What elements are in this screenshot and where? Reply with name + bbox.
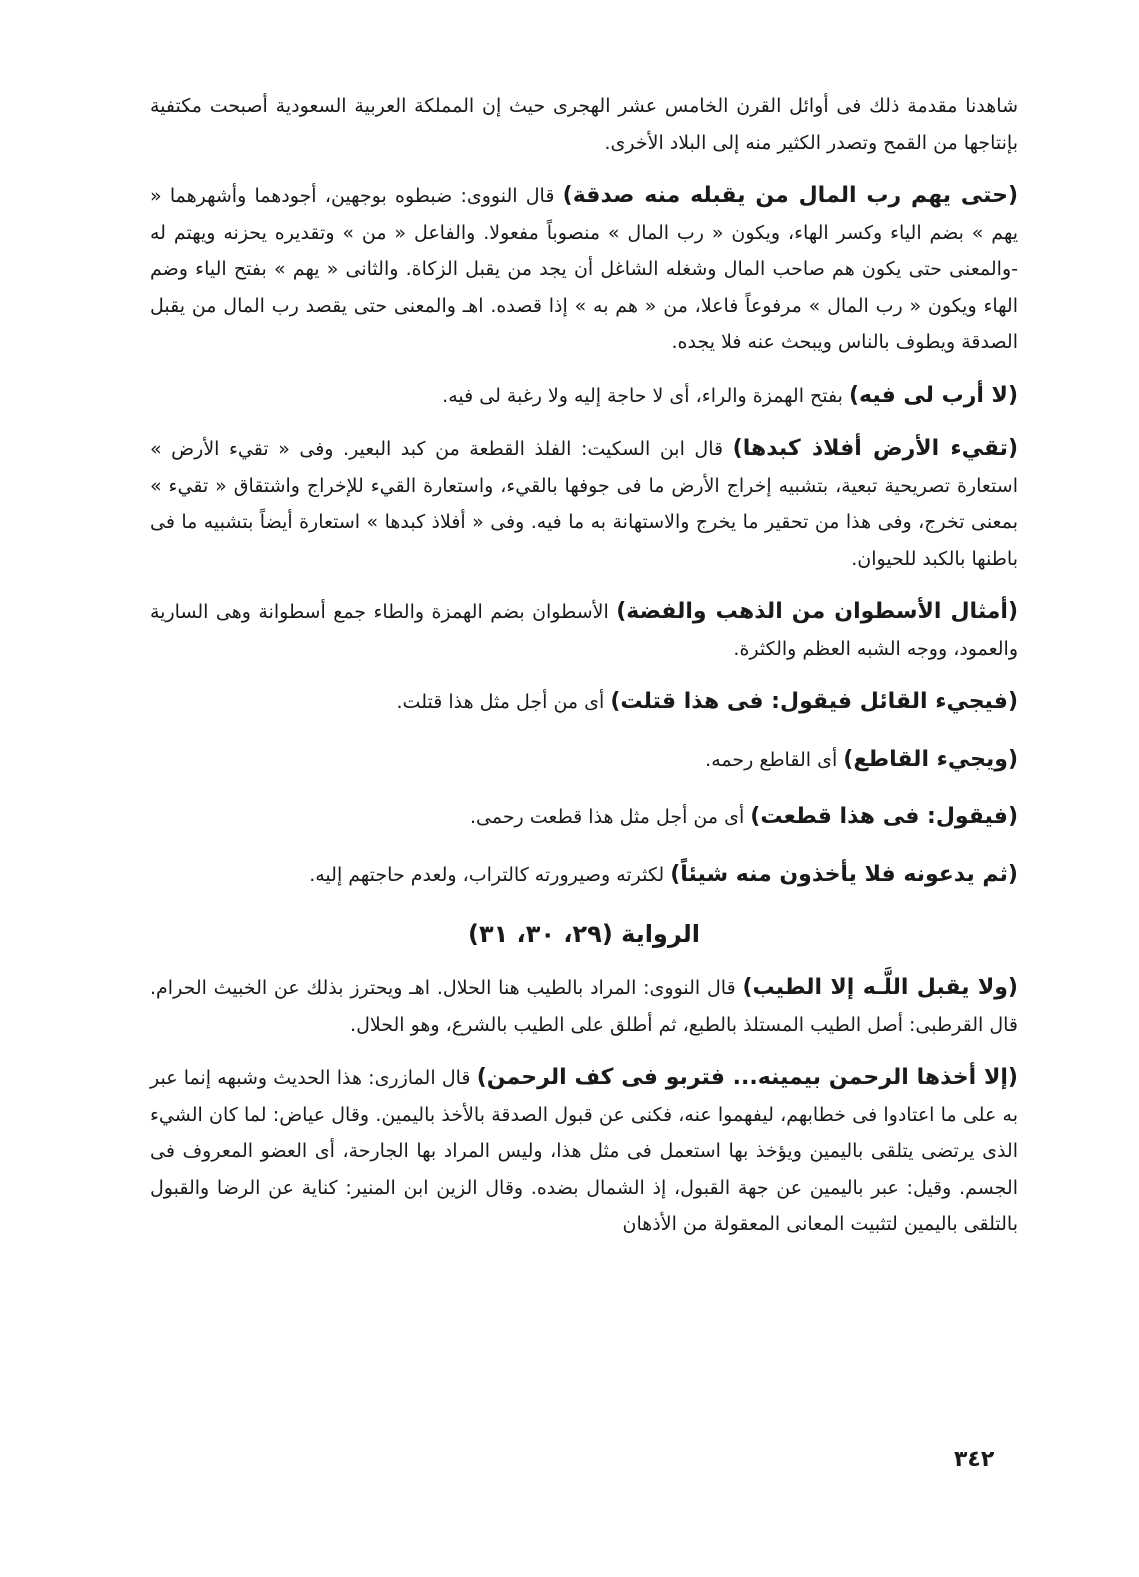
paragraph-text: قال النووى: ضبطوه بوجهين، أجودهما وأشهرهما « يهم » بضم الياء وكسر الهاء، ويكون « رب المال » منصوباً مفعولا. والفاعل « من » وتقديره يحزنه ويهتم له -والمعنى حتى يكون هم صاحب المال وشغله الشاغل أن يجد من يقبل الزكاة. والثانى « يهم » بفتح الياء وضم الهاء ويكون « رب المال » مرفوعاً فاعلا، من « هم به » إذا قصده. اهـ والمعنى حتى يقصد رب المال من يقبل الصدقة ويطوف بالناس ويبحث عنه فلا يجده.	[150, 185, 1018, 353]
quoted-term: (ثم يدعونه فلا يأخذون منه شيئاً)	[670, 861, 1018, 887]
paragraph-text: أى من أجل مثل هذا قتلت.	[396, 691, 605, 713]
paragraph-qataat	[150, 799, 1018, 836]
paragraph-yamin	[150, 1060, 1018, 1243]
paragraph-tayyib	[150, 970, 1018, 1043]
quoted-term: (أمثال الأسطوان من الذهب والفضة)	[616, 599, 1019, 624]
paragraph-text: لكثرته وصيرورته كالتراب، ولعدم حاجتهم إليه.	[309, 863, 665, 886]
paragraph-text: شاهدنا مقدمة ذلك فى أوائل القرن الخامس عشر الهجرى حيث إن المملكة العربية السعودية أصبحت مكتفية بإنتاجها من القمح وتصدر الكثير منه إلى البلاد الأخرى.	[150, 95, 1018, 154]
paragraph-text: قال ابن السكيت: الفلذ القطعة من كبد البعير. وفى « تقيء الأرض » استعارة تصريحية تبعية، بتشبيه إخراج الأرض ما فى جوفها بالقيء، واستعارة القيء للإخراج واشتقاق « تقيء » بمعنى تخرج، وفى هذا من تحقير ما يخرج والاستهانة به ما فيه. وفى « أفلاذ كبدها » استعارة أيضاً بتشبيه ما فى باطنها بالكبد للحيوان.	[150, 438, 1018, 570]
paragraph-taqi	[150, 431, 1018, 577]
paragraph-text: قال المازرى: هذا الحديث وشبهه إنما عبر به على ما اعتادوا فى خطابهم، ليفهموا عنه، فكنى عن قبول الصدقة بالأخذ باليمين. وقال عياض: لما كان الشيء الذى يرتضى يتلقى باليمين ويؤخذ بها استعمل فى مثل هذا، وليس المراد بها الجارحة، أى العضو المعروف فى الجسم. وقيل: عبر باليمين عن جهة القبول، إذ الشمال بضده. وقال الزين ابن المنير: كناية عن الرضا والقبول بالتلقى باليمين لتثبيت المعانى المعقولة من الأذهان	[150, 1067, 1018, 1235]
quoted-term: (فيقول: فى هذا قطعت)	[750, 804, 1018, 829]
quoted-term: (ولا يقبل اللَّـه إلا الطيب)	[742, 975, 1018, 1000]
quoted-term: (ويجيء القاطع)	[843, 746, 1018, 772]
page-number: ٣٤٢	[954, 1447, 995, 1472]
paragraph-text: أى من أجل مثل هذا قطعت رحمى.	[469, 806, 745, 828]
paragraph-qatil	[150, 684, 1018, 721]
section-heading: الرواية (٢٩، ٣٠، ٣١)	[467, 920, 701, 948]
paragraph-ustuwan	[150, 594, 1018, 667]
paragraph-text: بفتح الهمزة والراء، أى لا حاجة إليه ولا رغبة لى فيه.	[442, 384, 843, 407]
quoted-term: (لا أرب لى فيه)	[848, 382, 1018, 408]
paragraph-qati	[150, 742, 1018, 779]
paragraph-intro	[150, 88, 1018, 161]
paragraph-yahimm	[150, 178, 1018, 361]
quoted-term: (فيجيء القائل فيقول: فى هذا قتلت)	[610, 689, 1018, 714]
quoted-term: (إلا أخذها الرحمن بيمينه... فتربو فى كف الرحمن)	[476, 1065, 1018, 1090]
quoted-term: (حتى يهم رب المال من يقبله منه صدقة)	[562, 183, 1018, 208]
page-body	[150, 88, 1018, 1260]
paragraph-text: أى القاطع رحمه.	[705, 748, 838, 771]
quoted-term: (تقيء الأرض أفلاذ كبدها)	[732, 436, 1019, 461]
paragraph-yadunahu	[150, 857, 1018, 894]
paragraph-text: قال النووى: المراد بالطيب هنا الحلال. اهـ ويحترز بذلك عن الخبيث الحرام. قال القرطبى: أصل الطيب المستلذ بالطبع، ثم أطلق على الطيب بالشرع، وهو الحلال.	[150, 977, 1018, 1036]
paragraph-la-arab	[150, 378, 1018, 415]
paragraph-text: الأسطوان بضم الهمزة والطاء جمع أسطوانة وهى السارية والعمود، ووجه الشبه العظم والكثرة.	[150, 601, 1018, 660]
